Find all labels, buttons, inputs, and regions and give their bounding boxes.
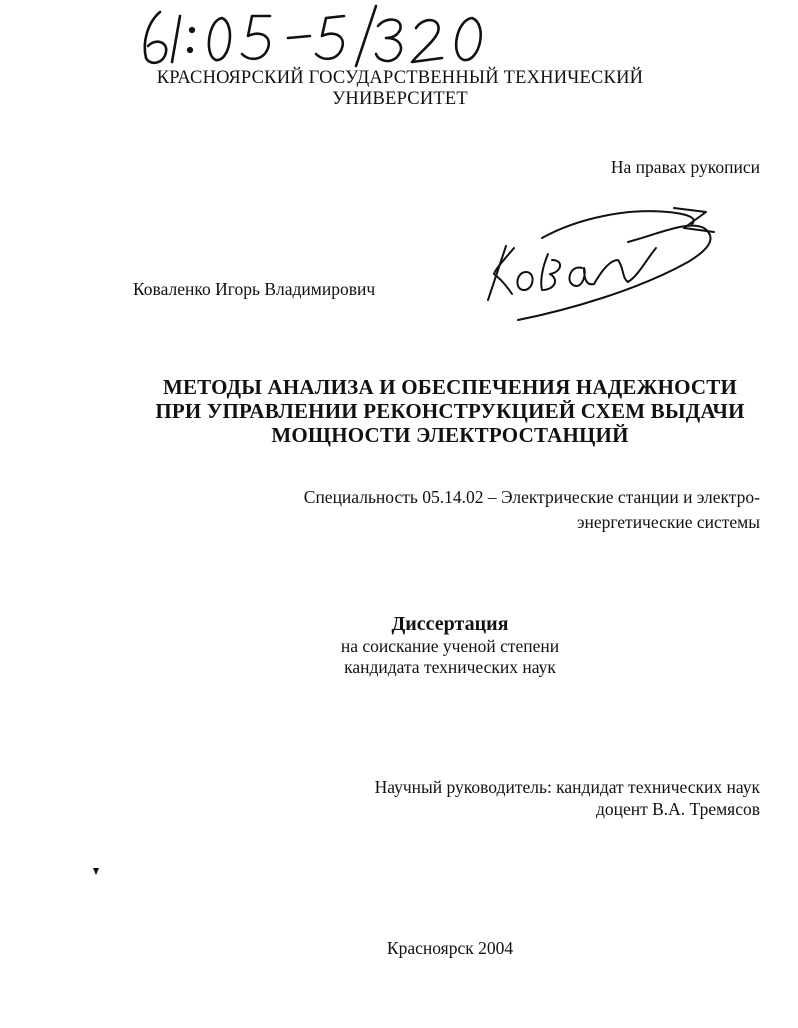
dissertation-title	[100, 375, 798, 447]
dissertation-block	[250, 612, 650, 678]
dissertation-heading: Диссертация	[391, 613, 509, 635]
advisor-block	[300, 776, 760, 820]
rights-note: На правах рукописи	[610, 157, 760, 177]
handwritten-archive-code	[138, 4, 498, 68]
university-name	[90, 68, 710, 110]
scan-speck	[92, 866, 100, 876]
university-line-1: КРАСНОЯРСКИЙ ГОСУДАРСТВЕННЫЙ ТЕХНИЧЕСКИЙ	[156, 68, 644, 88]
advisor-line-1: Научный руководитель: кандидат технических наук	[374, 777, 760, 797]
specialty-line-2: энергетические системы	[576, 512, 760, 532]
title-line-1: МЕТОДЫ АНАЛИЗА И ОБЕСПЕЧЕНИЯ НАДЕЖНОСТИ	[162, 375, 738, 399]
university-line-2: УНИВЕРСИТЕТ	[332, 89, 468, 109]
specialty-block	[272, 485, 760, 535]
author-name: Коваленко Игорь Владимирович	[133, 279, 376, 299]
specialty-line-1: Специальность 05.14.02 – Электрические станции и электро-	[303, 487, 760, 507]
degree-line-2: кандидата технических наук	[344, 657, 556, 677]
title-line-3: МОЩНОСТИ ЭЛЕКТРОСТАНЦИЙ	[271, 423, 629, 447]
degree-line-1: на соискание ученой степени	[340, 636, 560, 656]
signature-image	[478, 198, 728, 326]
title-line-2: ПРИ УПРАВЛЕНИИ РЕКОНСТРУКЦИЕЙ СХЕМ ВЫДАЧИ	[155, 399, 745, 423]
city-year: Красноярск 2004	[386, 938, 514, 958]
advisor-line-2: доцент В.А. Тремясов	[595, 799, 760, 819]
